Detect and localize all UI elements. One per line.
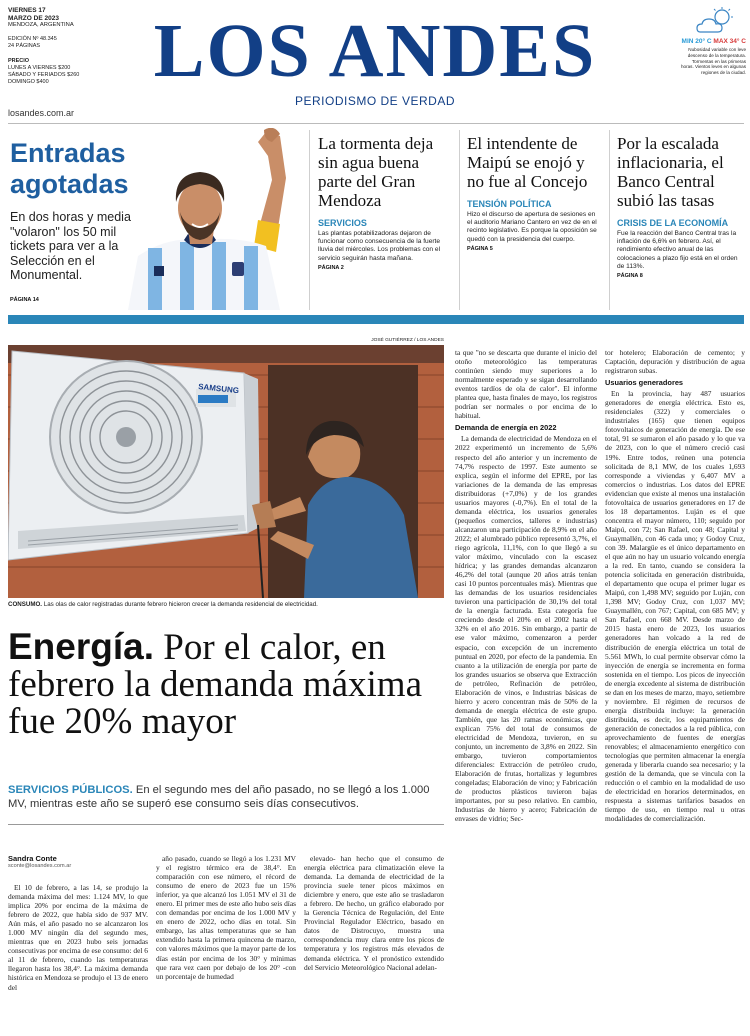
teaser-storm-title: La tormenta deja sin agua buena parte del Gran Mendoza bbox=[318, 134, 434, 210]
col5-text: tor hotelero; Elaboración de cemento; y Captación, depuración y distribución de agua registraron subas. bbox=[605, 348, 745, 376]
story-column-4 bbox=[455, 348, 597, 1033]
subhead-demand-2022: Demanda de energía en 2022 bbox=[455, 423, 557, 433]
story-column-3 bbox=[304, 854, 444, 1033]
teaser-maipu-kicker: TENSIÓN POLÍTICA bbox=[467, 199, 552, 209]
teaser-storm-body: Las plantas potabilizadoras dejaron de funcionar como consecuencia de la fuerte lluvia del miércoles. Los problemas con el servicio seguirán hasta mañana. bbox=[318, 230, 441, 262]
deck-divider bbox=[8, 824, 444, 825]
col5b-text: En la provincia, hay 487 usuarios generadores de energía eléctrica. Esto es, residenciales (322) y comerciales o industriales (165) que tienen equipos fotovoltaicos de generación de energía. De ese total, 91 se sumaron el año pasado y lo que va de 2023, con lo que el número creció casi 19%. Entre todos, reúnen una potencia solicitada de 8,1 MW, de los cuales 1,693 corresponde a viviendas y 6,407 MV a comercios o industrias. Los datos del EPRE evidencian que existe al menos una instalación fotovoltaica de usuarios generadores en 17 de los 18 departamentos. Luján es el que concentra el mayor número, 110; seguido por Maipú, con 72; San Rafael, con 48; Capital y Guaymallén, con 46 cada uno; y Godoy Cruz, con 39. Malargüe es el único departamento en el que aún no hay un usuario volcando energía a la red. En tanto, cuando se considera la potencia solicitada en generación distribuida, el departamento que ocupa el primer lugar es Maipú, con 1,498 MV; seguido por Luján, con 1,398 MV; Godoy Cruz, con 1,037 MV; Guaymallén, con 767; Capital, con 685 MV; y San Rafael, con 668 MV. Desde marzo de 2015 hasta enero de 2023, los usuarios generadores han volcado a la red de distribución de energía eléctrica un total de 5.561 MWh, lo cual permite observar cómo la inyección de energía se incrementa en forma sostenida en el tiempo. Los picos de inyección de energía excedente al sistema de distribución se dan en los meses de marzo, mayo, setiembre y noviembre. El régimen de recursos de energía distribuida incluye: la generación distribuida, es decir, los equipamientos de generación de conectados a la red pública, con aprovechamiento de fuentes de energías renovables; el almacenamiento energético con tecnologías que permiten almacenar la energía generada y liberarla cuando sea necesario; y la gestión de la demanda, que se vincula con la reducción o el cambio en la modalidad de uso de electricidad en horarios determinados, en respuesta a sistemas tarifarios basados en tiempo de uso, en tiempo real u otras modalidades de comercialización. bbox=[605, 389, 745, 824]
price-weekday: LUNES A VIERNES $200 bbox=[8, 65, 71, 71]
section-blue-rule bbox=[8, 315, 744, 324]
weather-max: MAX 34° C bbox=[713, 38, 746, 45]
weather-cloud-sun-icon bbox=[694, 6, 738, 36]
ac-brand-label: SAMSUNG bbox=[197, 382, 240, 396]
col4-text: ta que "no se descarta que durante el inicio del otoño meteorológico las temperaturas continúen siendo muy superiores a lo normalmente esperado y se sigan desarrollando eventos tardíos de ola de calor". El informe plantea que, hasta finales de mayo, los registros podrían ser normales o por encima de lo habitual. bbox=[455, 348, 597, 421]
subhead-generators: Usuarios generadores bbox=[605, 378, 684, 388]
teaser-divider-1 bbox=[309, 130, 310, 310]
weather-min: MIN 20° C bbox=[681, 38, 712, 45]
date-place: MENDOZA, ARGENTINA bbox=[8, 22, 74, 28]
teaser-bank-title: Por la escalada inflacionaria, el Banco Central subió las tasas bbox=[617, 134, 724, 210]
lead-page-ref: PÁGINA 14 bbox=[10, 297, 39, 303]
price-saturday: SÁBADO Y FERIADOS $260 bbox=[8, 72, 80, 78]
main-headline[interactable] bbox=[8, 628, 448, 740]
teaser-divider-3 bbox=[609, 130, 610, 310]
date-day: VIERNES 17 bbox=[8, 7, 46, 14]
teaser-maipu[interactable] bbox=[467, 134, 599, 252]
teaser-storm[interactable] bbox=[318, 134, 448, 271]
weather-forecast: Nubosidad variable con leve descenso de la temperatura. Tormentas en las primeras horas. Vientos leves en algunas regiones de la ciudad. bbox=[680, 47, 746, 76]
air-conditioner-photo bbox=[8, 345, 444, 598]
teaser-divider-2 bbox=[459, 130, 460, 310]
photo-caption-text: Las olas de calor registradas durante febrero hicieron crecer la demanda residencial de electricidad. bbox=[43, 601, 318, 608]
teaser-bank-body: Fue la reacción del Banco Central tras la inflación de 6,6% en febrero. Así, el rendimiento efectivo anual de las colocaciones a plazo fijo está en el orden de 113%. bbox=[617, 230, 738, 270]
story-deck bbox=[8, 784, 448, 811]
football-player-photo bbox=[108, 128, 308, 310]
weather-box bbox=[680, 6, 746, 76]
col2-text: año pasado, cuando se llegó a los 1.231 MV y el registro térmico era de 38,4°. En comparación con ese número, el récord de consumo de enero de 2023 fue un 15% inferior, ya que alcanzó los 1.051 MV el 31 de enero. El primer mes de este año hubo seis días con demandas por encima de los 1.000 MV y en enero de 2022, ocho días en total. Sin embargo, las altas temperaturas que se han extendido hasta la primera quincena de marzo, con valores máximos que la mayor parte de los días están por encima de los 30° y mínimas que rara vez caen por debajo de los 20° -con un porcentaje de humedad bbox=[156, 854, 296, 981]
masthead-logo: LOS ANDES bbox=[153, 9, 597, 93]
col3-text: elevado- han hecho que el consumo de energía eléctrica para climatización eleve la demanda. La demanda de electricidad de la provincia suele tener picos máximos en diciembre y enero, que este año se trasladaron a febrero. De hecho, un gráfico elaborado por la Gerencia Técnica de Regulación, del Ente Provincial Regulador Eléctrico, basado en datos de Distrocuyo, muestra una correspondencia muy clara entre los picos de temperatura y los registros más elevados de demanda eléctrica. Y el pronóstico extendido del Servicio Meteorológico Nacional adelan- bbox=[304, 854, 444, 972]
photo-credit: JOSÉ GUTIÉRREZ / LOS ANDES bbox=[371, 338, 444, 343]
lead-title-line1: Entradas bbox=[10, 138, 126, 168]
price-label: PRECIO bbox=[8, 58, 30, 64]
date-month: MARZO DE 2023 bbox=[8, 14, 59, 22]
deck-label: SERVICIOS PÚBLICOS. bbox=[8, 784, 133, 796]
author-email[interactable]: sconte@losandes.com.ar bbox=[8, 863, 72, 869]
col4b-text: La demanda de electricidad de Mendoza en el 2022 experimentó un incremento de 5,6% respecto del año anterior y un incremento de 74,7% respecto de 1997. Este aumento se explica, según el informe del EPRE, por las variaciones de la demanda de las empresas distribuidoras (+7,0%) y de los grandes usuarios mayores (-0,7%). En el total de la demanda eléctrica, los usuarios generales (pequeños comercios, talleres e industrias) alcanzaron una participación de 8,9% en el año 2022; el alumbrado público representó 3,7%, el riego agrícola, 11,1%, con lo que llegó a su valor máximo, vinculado con la escasez hídrica; y las grandes demandas alcanzaron 46,2% del total (aunque 20 años atrás tenían casi 10 puntos porcentuales más). Mientras que las demandas de los usuarios residenciales tuvieron una participación de 30,1% del total de la energía facturada. Esta categoría fue creciendo desde el 20% en el 2002 hasta el 32% en el año 2016. Sin embargo, a partir de ese valor máximo, comenzaron a perder espacio, con excepción de un incremento puntual en 2020, por efecto de la pandemia. En cuanto a la utilización de energía por parte de los grandes usuarios se observa que Extracción de petróleo, Refinación de petróleo, Elaboración de vinos, e Industrias básicas de hierro y acero concentran más de 50% de la demanda de energía eléctrica de este grupo. También, que las 20 ramas económicas, que explican 75% del total de consumos de electricidad de Mendoza, tuvieron, en su conjunto, un incremento de 3,8% en 2022. Sin embargo, tuvieron comportamientos diferenciales: Extracción de petróleo crudo, Elaboración de frutas, hortalizas y legumbres congeladas; Elaboración de vino; y Fabricación de productos plásticos tuvieron bajas importantes, por su peso relativo. En cambio, Industrias de hierro y acero; Fabricación de envases de vidrio; Sec- bbox=[455, 434, 597, 824]
teaser-storm-page: PÁGINA 2 bbox=[318, 264, 344, 271]
teaser-maipu-page: PÁGINA 5 bbox=[467, 245, 493, 252]
edition-number: EDICIÓN Nº 48.345 bbox=[8, 36, 57, 42]
website-link[interactable]: losandes.com.ar bbox=[8, 108, 75, 118]
teaser-maipu-title: El intendente de Maipú se enojó y no fue al Concejo bbox=[467, 134, 588, 191]
teaser-bank-kicker: CRISIS DE LA ECONOMÍA bbox=[617, 218, 729, 228]
price-sunday: DOMINGO $400 bbox=[8, 79, 49, 85]
teaser-maipu-body: Hizo el discurso de apertura de sesiones en el auditorio Mariano Cantero en vez de en el recinto legislativo. Es porque la oposición se quedó con la presidencia del cuerpo. bbox=[467, 211, 597, 243]
author-name: Sandra Conte bbox=[8, 854, 57, 863]
photo-caption-label: CONSUMO. bbox=[8, 601, 43, 608]
deck-text: En el segundo mes del año pasado, no se llegó a los 1.000 MV, mientras este año se superó ese consumo seis días consecutivos. bbox=[8, 784, 430, 810]
headline-lead-word: Energía. bbox=[8, 626, 154, 667]
col1-text: El 10 de febrero, a las 14, se produjo la demanda máxima del mes: 1.124 MV, lo que implica 20% por encima de la máxima de febrero de 2022, que había sido de 937 MV. Aún más, el año pasado no se alcanzaron los 1.000 MV ningún día del segundo mes, mientras que en 2023 hubo seis jornadas consecutivas por encima de ese consumo: del 6 al 11 de febrero, cuando las temperaturas llegaron hasta los 38,4°. La máxima demanda histórica en Mendoza se produjo el 13 de enero del bbox=[8, 883, 148, 992]
lead-teaser[interactable] bbox=[8, 130, 308, 310]
date-block bbox=[8, 7, 98, 86]
story-column-5 bbox=[605, 348, 745, 1033]
edition-pages: 24 PÁGINAS bbox=[8, 43, 41, 49]
teaser-storm-kicker: SERVICIOS bbox=[318, 218, 367, 228]
lead-body: En dos horas y media "volaron" los 50 mil tickets para ver a la Selección en el Monumental. bbox=[10, 210, 131, 282]
story-column-2 bbox=[156, 854, 296, 1033]
photo-caption bbox=[8, 601, 444, 608]
teaser-central-bank[interactable] bbox=[617, 134, 745, 279]
byline bbox=[8, 854, 148, 869]
story-column-1 bbox=[8, 883, 148, 1033]
header-divider bbox=[8, 123, 744, 124]
lead-title-line2: agotadas bbox=[10, 169, 129, 199]
headline-text: Por el calor, en febrero la demanda máxima fue 20% mayor bbox=[8, 627, 422, 742]
teaser-bank-page: PÁGINA 8 bbox=[617, 273, 643, 280]
tagline: PERIODISMO DE VERDAD bbox=[294, 94, 456, 108]
